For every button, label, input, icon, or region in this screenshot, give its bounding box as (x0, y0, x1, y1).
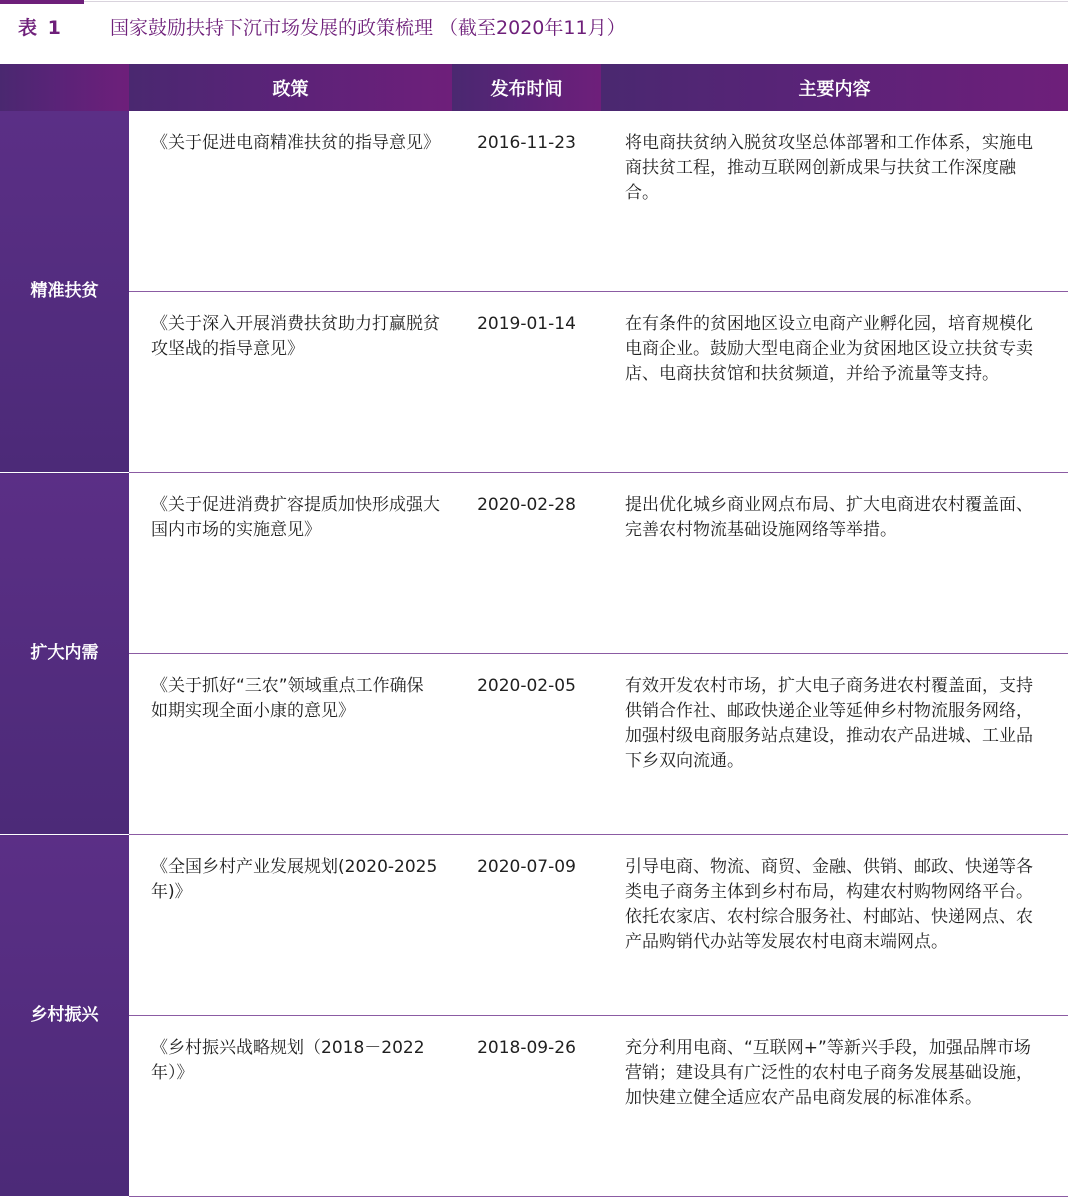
header-content: 主要内容 (601, 64, 1068, 111)
header-date: 发布时间 (452, 64, 601, 111)
table-row (0, 654, 1068, 835)
table-row (0, 1016, 1068, 1197)
date-cell: 2020-02-28 (452, 473, 601, 654)
top-divider (84, 1, 1068, 2)
content-cell: 提出优化城乡商业网点布局、扩大电商进农村覆盖面、完善农村物流基础设施网络等举措。 (601, 473, 1068, 654)
table-caption (18, 11, 626, 41)
date-cell: 2020-07-09 (452, 835, 601, 1016)
table-number: 表 1 (18, 16, 63, 39)
date-cell: 2016-11-23 (452, 111, 601, 292)
category-cell: 乡村振兴 (0, 835, 129, 1197)
content-cell: 充分利用电商、“互联网+”等新兴手段，加强品牌市场营销；建设具有广泛性的农村电子商务发展基础设施，加快建立健全适应农产品电商发展的标准体系。 (601, 1016, 1068, 1197)
content-cell: 有效开发农村市场，扩大电子商务进农村覆盖面，支持供销合作社、邮政快递企业等延伸乡村物流服务网络，加强村级电商服务站点建设，推动农产品进城、工业品下乡双向流通。 (601, 654, 1068, 835)
table-row (0, 111, 1068, 292)
content-cell: 在有条件的贫困地区设立电商产业孵化园，培育规模化电商企业。鼓励大型电商企业为贫困地区设立扶贫专卖店、电商扶贫馆和扶贫频道，并给予流量等支持。 (601, 292, 1068, 473)
date-cell: 2020-02-05 (452, 654, 601, 835)
policy-cell: 《关于深入开展消费扶贫助力打赢脱贫攻坚战的指导意见》 (129, 292, 452, 473)
category-cell: 扩大内需 (0, 473, 129, 835)
table-row (0, 835, 1068, 1016)
category-cell: 精准扶贫 (0, 111, 129, 473)
top-accent-bar (0, 0, 84, 4)
policy-cell: 《乡村振兴战略规划（2018－2022年）》 (129, 1016, 452, 1197)
policy-cell: 《关于促进消费扩容提质加快形成强大国内市场的实施意见》 (129, 473, 452, 654)
table-title: 国家鼓励扶持下沉市场发展的政策梳理 （截至2020年11月） (110, 16, 626, 39)
content-cell: 将电商扶贫纳入脱贫攻坚总体部署和工作体系，实施电商扶贫工程，推动互联网创新成果与扶贫工作深度融合。 (601, 111, 1068, 292)
header-row (0, 64, 1068, 111)
table-row (0, 473, 1068, 654)
content-cell: 引导电商、物流、商贸、金融、供销、邮政、快递等各类电子商务主体到乡村布局，构建农村购物网络平台。依托农家店、农村综合服务社、村邮站、快递网点、农产品购销代办站等发展农村电商末端网点。 (601, 835, 1068, 1016)
policy-cell: 《关于抓好“三农”领域重点工作确保如期实现全面小康的意见》 (129, 654, 452, 835)
header-category (0, 64, 129, 111)
header-policy: 政策 (129, 64, 452, 111)
policy-cell: 《全国乡村产业发展规划(2020-2025年)》 (129, 835, 452, 1016)
date-cell: 2018-09-26 (452, 1016, 601, 1197)
policy-table (0, 64, 1068, 1197)
date-cell: 2019-01-14 (452, 292, 601, 473)
table-row (0, 292, 1068, 473)
policy-cell: 《关于促进电商精准扶贫的指导意见》 (129, 111, 452, 292)
